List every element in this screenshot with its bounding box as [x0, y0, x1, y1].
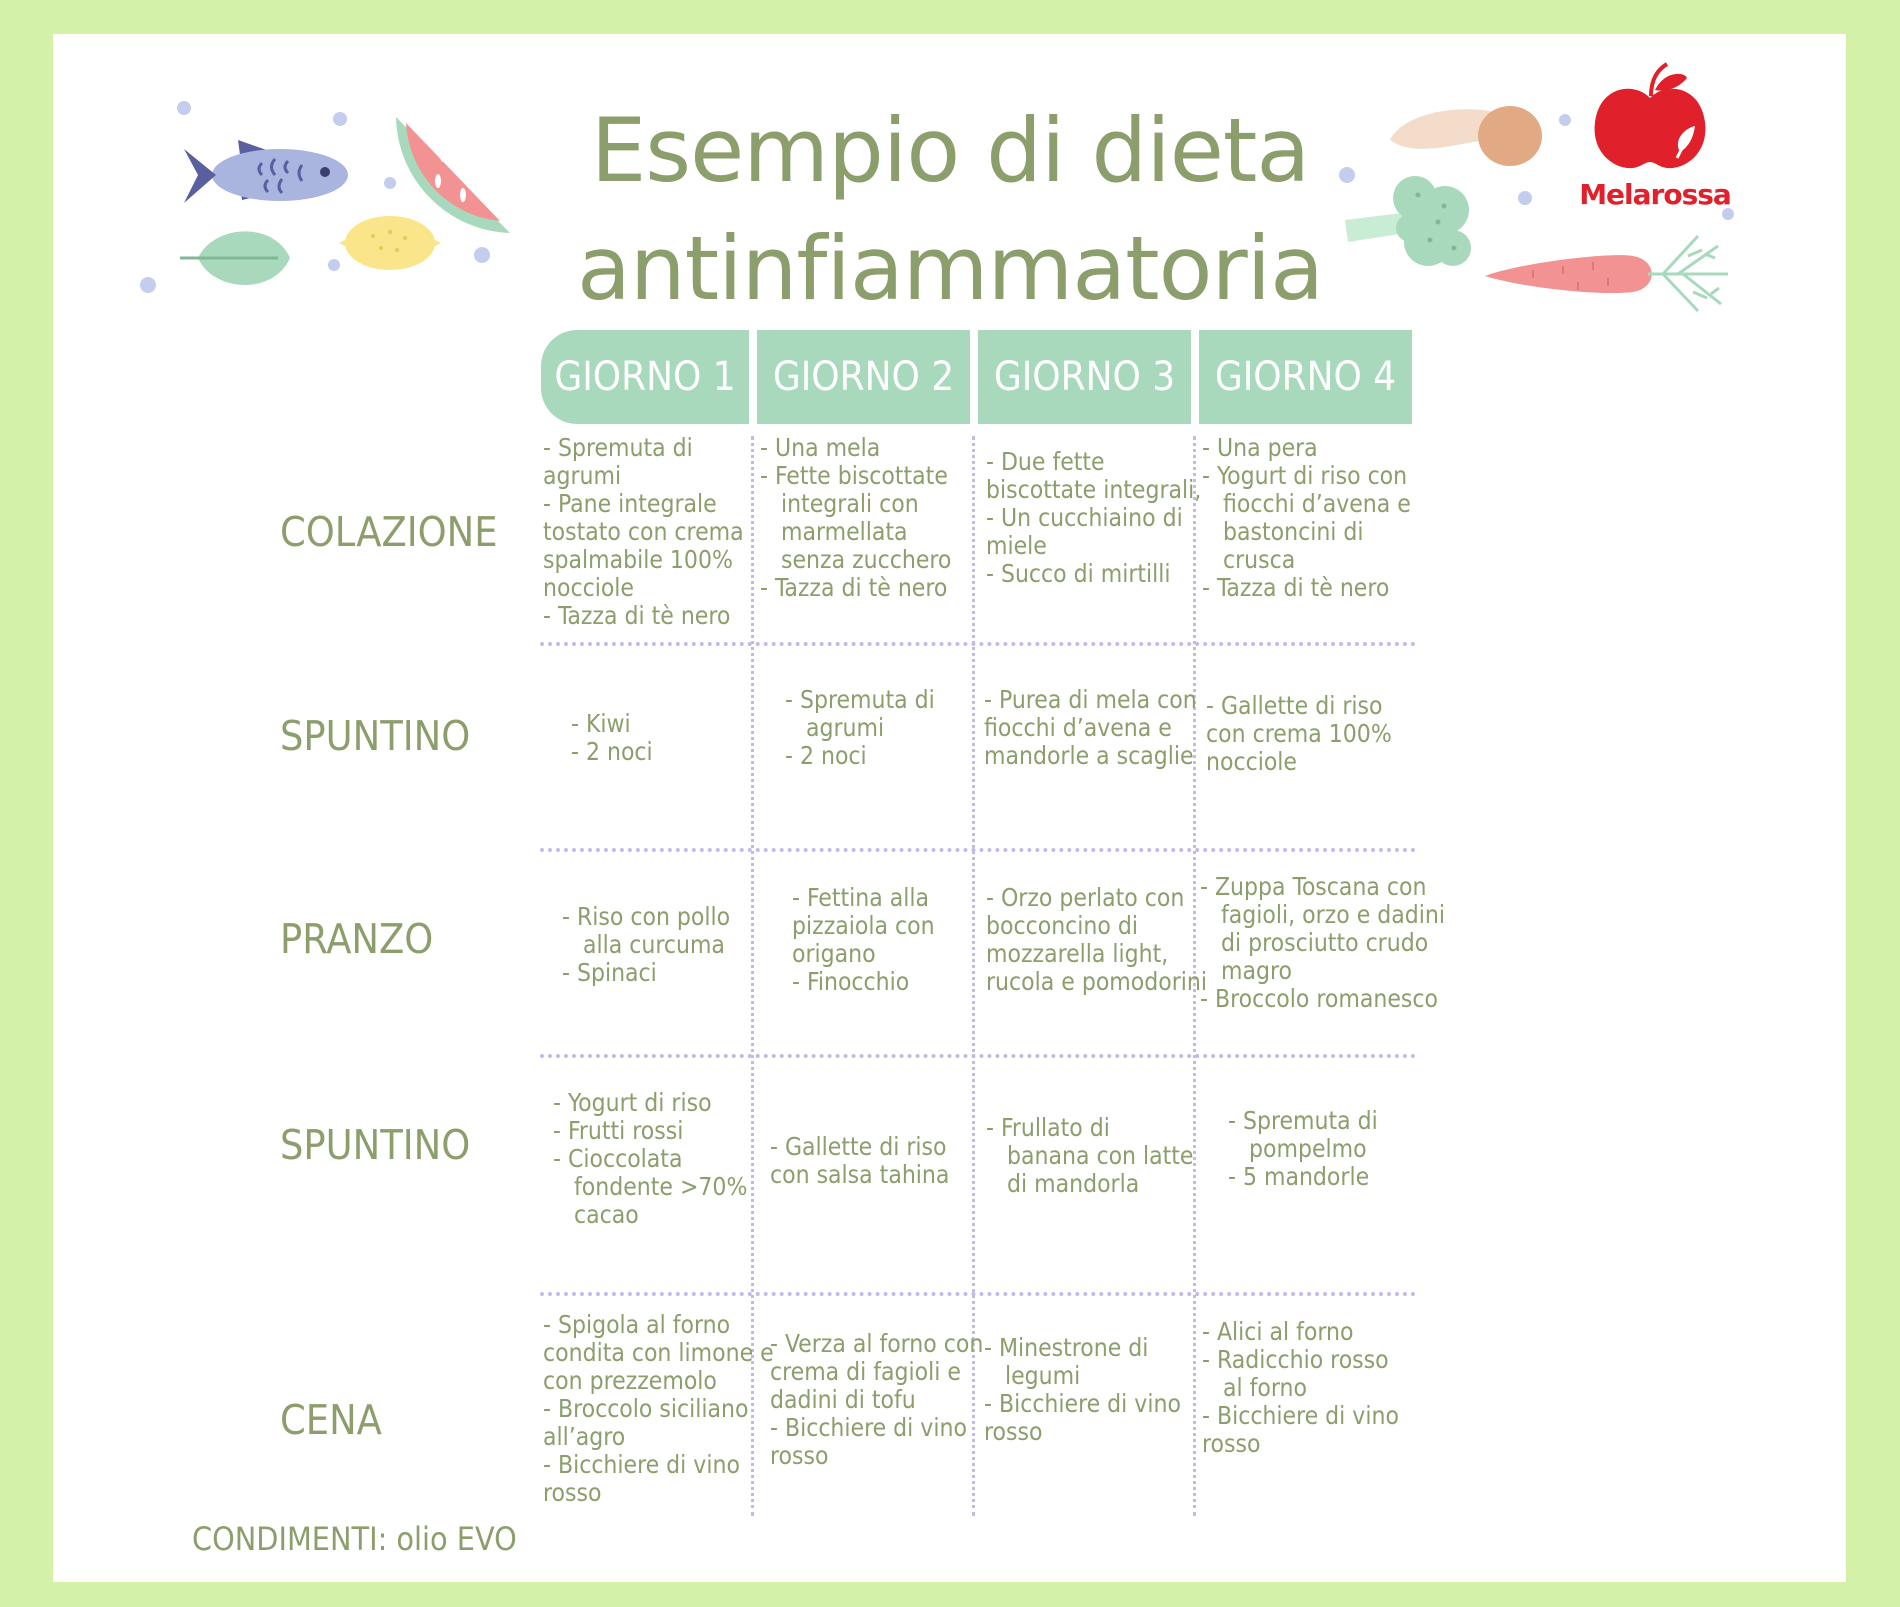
meal-label-colazione: COLAZIONE: [280, 508, 498, 556]
cell-spuntino1-day1: [571, 710, 653, 766]
cell-line: - Un cucchiaino di: [986, 503, 1183, 532]
cell-line: tostato con crema: [543, 517, 744, 546]
cell-line: - Spremuta di: [785, 685, 935, 714]
cell-line: bocconcino di: [986, 911, 1138, 940]
row-divider: [540, 642, 1416, 646]
cell-line: - 2 noci: [785, 741, 867, 770]
cell-line: - Purea di mela con: [984, 685, 1197, 714]
title-line-1: Esempio di dieta: [590, 99, 1310, 202]
cell-line: bastoncini di: [1202, 517, 1364, 546]
cell-line: - Due fette: [986, 447, 1105, 476]
cell-line: agrumi: [543, 461, 622, 490]
day-header-2: GIORNO 2: [757, 330, 970, 424]
cell-line: - Spremuta di: [1228, 1106, 1378, 1135]
cell-line: dadini di tofu: [770, 1385, 916, 1414]
cell-line: - Radicchio rosso: [1202, 1345, 1389, 1374]
meal-label-spuntino-2: SPUNTINO: [280, 1121, 471, 1169]
cell-line: origano: [792, 939, 876, 968]
cell-line: - Orzo perlato con: [986, 883, 1185, 912]
cell-spuntino1-day2: [785, 686, 935, 770]
cell-line: rosso: [1202, 1429, 1261, 1458]
cell-colazione-day1: [543, 434, 744, 630]
cell-line: - Tazza di tè nero: [543, 601, 731, 630]
cell-line: senza zucchero: [760, 545, 952, 574]
day-header-3: GIORNO 3: [978, 330, 1191, 424]
condiments-note: CONDIMENTI: olio EVO: [192, 1520, 517, 1558]
cell-line: - Kiwi: [571, 709, 631, 738]
title-line-2: antinfiammatoria: [576, 217, 1324, 320]
cell-pranzo-day1: [562, 903, 730, 987]
cell-line: fagioli, orzo e dadini: [1200, 900, 1445, 929]
cell-line: - Zuppa Toscana con: [1200, 872, 1427, 901]
cell-line: banana con latte: [986, 1141, 1194, 1170]
cell-line: con prezzemolo: [543, 1366, 717, 1395]
cell-line: - Bicchiere di vino: [984, 1389, 1181, 1418]
cell-line: magro: [1200, 956, 1292, 985]
cell-cena-day4: [1202, 1318, 1399, 1458]
cell-line: di mandorla: [986, 1169, 1140, 1198]
cell-line: rosso: [543, 1478, 602, 1507]
cell-line: spalmabile 100%: [543, 545, 733, 574]
day-header-1: GIORNO 1: [541, 330, 749, 424]
cell-line: - Fette biscottate: [760, 461, 948, 490]
page-title: [0, 92, 1900, 328]
cell-line: - Bicchiere di vino: [1202, 1401, 1399, 1430]
cell-line: nocciole: [1206, 747, 1297, 776]
meal-label-spuntino-1: SPUNTINO: [280, 712, 471, 760]
cell-line: rosso: [770, 1441, 829, 1470]
cell-line: - Verza al forno con: [770, 1329, 984, 1358]
cell-line: - Riso con pollo: [562, 902, 731, 931]
cell-line: marmellata: [760, 517, 908, 546]
cell-cena-day2: [770, 1330, 983, 1470]
cell-colazione-day4: [1202, 434, 1411, 602]
cell-line: - Frutti rossi: [553, 1116, 684, 1145]
cell-line: agrumi: [785, 713, 885, 742]
cell-line: - Spinaci: [562, 958, 657, 987]
cell-line: - Bicchiere di vino: [543, 1450, 740, 1479]
cell-line: - Gallette di riso: [770, 1132, 947, 1161]
row-divider: [540, 1292, 1416, 1296]
cell-line: rucola e pomodorini: [986, 967, 1208, 996]
cell-spuntino2-day2: [770, 1133, 949, 1189]
row-divider: [540, 1054, 1416, 1058]
cell-line: miele: [986, 531, 1047, 560]
cell-line: - Finocchio: [792, 967, 910, 996]
logo-text: Melarossa: [1579, 178, 1731, 211]
cell-line: - Bicchiere di vino: [770, 1413, 967, 1442]
meal-label-cena: CENA: [280, 1396, 382, 1444]
cell-line: di prosciutto crudo: [1200, 928, 1429, 957]
row-divider: [540, 848, 1416, 852]
cell-line: mozzarella light,: [986, 939, 1169, 968]
cell-line: - Minestrone di: [984, 1333, 1149, 1362]
meal-label-pranzo: PRANZO: [280, 915, 434, 963]
cell-pranzo-day4: [1200, 873, 1445, 1013]
cell-line: - Spremuta di: [543, 433, 693, 462]
cell-line: integrali con: [760, 489, 919, 518]
cell-spuntino2-day1: [553, 1089, 747, 1229]
cell-line: cacao: [553, 1200, 639, 1229]
cell-pranzo-day3: [986, 884, 1207, 996]
cell-line: - Alici al forno: [1202, 1317, 1354, 1346]
cell-line: condita con limone e: [543, 1338, 774, 1367]
cell-line: - Una mela: [760, 433, 881, 462]
cell-line: fiocchi d’avena e: [1202, 489, 1411, 518]
cell-line: - Yogurt di riso: [553, 1088, 712, 1117]
cell-line: - Tazza di tè nero: [760, 573, 948, 602]
cell-line: fiocchi d’avena e: [984, 713, 1172, 742]
cell-line: - Gallette di riso: [1206, 691, 1383, 720]
cell-line: - Broccolo siciliano: [543, 1394, 749, 1423]
cell-line: pizzaiola con: [792, 911, 935, 940]
cell-line: - Una pera: [1202, 433, 1318, 462]
cell-line: - 2 noci: [571, 737, 653, 766]
cell-line: crusca: [1202, 545, 1296, 574]
cell-spuntino1-day3: [984, 686, 1197, 770]
cell-pranzo-day2: [792, 884, 935, 996]
cell-line: - Succo di mirtilli: [986, 559, 1171, 588]
day-header-4: GIORNO 4: [1199, 330, 1412, 424]
cell-line: al forno: [1202, 1373, 1307, 1402]
cell-line: alla curcuma: [562, 930, 725, 959]
cell-line: biscottate integrali,: [986, 475, 1202, 504]
cell-line: - Yogurt di riso con: [1202, 461, 1408, 490]
cell-line: - Broccolo romanesco: [1200, 984, 1439, 1013]
cell-line: con crema 100%: [1206, 719, 1392, 748]
cell-line: - Frullato di: [986, 1113, 1110, 1142]
cell-colazione-day2: [760, 434, 951, 602]
cell-line: - Tazza di tè nero: [1202, 573, 1390, 602]
cell-line: fondente >70%: [553, 1172, 748, 1201]
cell-line: rosso: [984, 1417, 1043, 1446]
cell-line: nocciole: [543, 573, 634, 602]
cell-colazione-day3: [986, 448, 1201, 588]
cell-line: - Cioccolata: [553, 1144, 683, 1173]
cell-spuntino1-day4: [1206, 692, 1392, 776]
cell-line: - Spigola al forno: [543, 1310, 731, 1339]
cell-line: pompelmo: [1228, 1134, 1367, 1163]
cell-line: crema di fagioli e: [770, 1357, 961, 1386]
cell-cena-day3: [984, 1334, 1181, 1446]
cell-line: - Pane integrale: [543, 489, 717, 518]
cell-line: con salsa tahina: [770, 1160, 950, 1189]
cell-line: all’agro: [543, 1422, 626, 1451]
cell-line: - Fettina alla: [792, 883, 929, 912]
cell-cena-day1: [543, 1311, 774, 1507]
cell-line: legumi: [984, 1361, 1081, 1390]
cell-spuntino2-day4: [1228, 1107, 1378, 1191]
cell-line: - 5 mandorle: [1228, 1162, 1370, 1191]
cell-spuntino2-day3: [986, 1114, 1194, 1198]
cell-line: mandorle a scaglie: [984, 741, 1194, 770]
